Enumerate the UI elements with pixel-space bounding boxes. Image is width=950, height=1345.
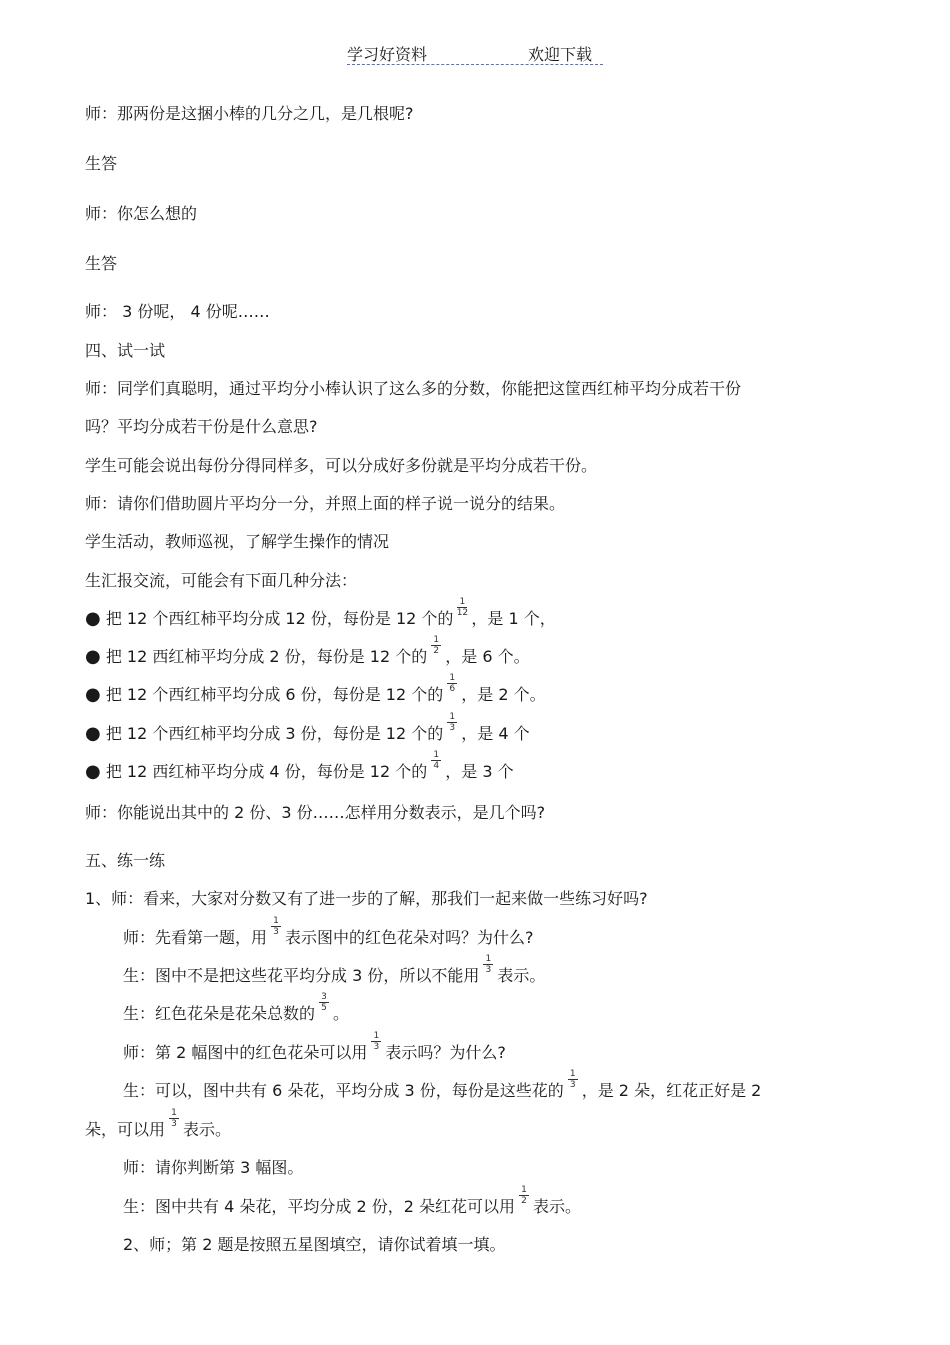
header-left-text: 学习好资料 [347,45,428,64]
bullet-icon: ● [85,684,101,705]
text-line: 1、师：看来，大家对分数又有了进一步的了解，那我们一起来做一些练习好吗? [85,889,648,908]
bullet-icon: ● [85,761,101,782]
text-line: 师：那两份是这捆小棒的几分之几，是几根呢? [85,104,414,123]
page-header [347,40,603,65]
text-line: 师：同学们真聪明，通过平均分小棒认识了这么多的分数，你能把这筐西红柿平均分成若干份 [85,379,742,398]
section-heading: 四、试一试 [85,341,166,360]
text-line: 2、师；第 2 题是按照五星图填空，请你试着填一填。 [123,1235,506,1254]
section-heading: 五、练一练 [85,851,166,870]
bullet-text: 把 12 个西红柿平均分成 3 份，每份是 12 个的 [105,724,444,743]
fraction: $\frac{1}{3}$ [269,927,283,949]
fraction: $\frac{1}{4}$ [429,761,443,783]
text-line: 师：请你们借助圆片平均分一分，并照上面的样子说一说分的结果。 [85,494,566,513]
text-line: 师： 3 份呢， 4 份呢…… [85,302,270,321]
fraction: $\frac{1}{12}$ [456,597,469,618]
bullet-text: ，是 6 个。 [445,647,530,666]
text-line: 生：红色花朵是花朵总数的 $\frac{3}{5}$ 。 [123,992,350,1023]
text-line: 朵，可以用 $\frac{1}{3}$ 表示。 [85,1108,232,1139]
bullet-text: ，是 4 个 [461,724,530,743]
bullet-text: 把 12 西红柿平均分成 4 份，每份是 12 个的 [105,762,428,781]
bullet-text: ，是 3 个 [445,762,514,781]
fraction: $\frac{1}{2}$ [429,646,443,668]
fraction: $\frac{3}{5}$ [317,1003,331,1025]
text-line: 学生可能会说出每份分得同样多，可以分成好多份就是平均分成若干份。 [85,456,598,475]
fraction: $\frac{1}{3}$ [445,723,459,745]
text-line: 师：你怎么想的 [85,204,198,223]
bullet-item [85,597,556,630]
fraction: $\frac{1}{6}$ [445,684,459,706]
text-line: 师：请你判断第 3 幅图。 [123,1158,304,1177]
bullet-item [85,635,530,668]
bullet-item [85,673,546,706]
text-line: 师：你能说出其中的 2 份、3 份……怎样用分数表示，是几个吗? [85,803,546,822]
bullet-icon: ● [85,723,101,744]
text-line: 师：第 2 幅图中的红色花朵可以用 $\frac{1}{3}$ 表示吗？为什么? [123,1031,506,1062]
text-line: 生：可以，图中共有 6 朵花，平均分成 3 份，每份是这些花的 $\frac{1}{3}$ ，是 2 朵，红花正好是 2 [123,1069,762,1100]
header-right-text: 欢迎下载 [528,45,593,64]
fraction: $\frac{1}{3}$ [566,1080,580,1102]
bullet-text: 把 12 个西红柿平均分成 12 份，每份是 12 个的 [105,609,454,628]
text-line: 学生活动，教师巡视，了解学生操作的情况 [85,532,390,551]
bullet-text: ，是 1 个， [471,609,556,628]
bullet-text: ，是 2 个。 [461,685,546,704]
text-line: 生汇报交流，可能会有下面几种分法： [85,571,358,590]
text-line: 师：先看第一题，用 $\frac{1}{3}$ 表示图中的红色花朵对吗？为什么? [123,916,534,947]
fraction: $\frac{1}{3}$ [481,965,495,987]
fraction: $\frac{1}{2}$ [517,1196,531,1218]
text-line: 吗？平均分成若干份是什么意思? [85,417,318,436]
text-line: 生答 [85,154,118,173]
bullet-text: 把 12 西红柿平均分成 2 份，每份是 12 个的 [105,647,428,666]
bullet-icon: ● [85,646,101,667]
bullet-item [85,750,514,783]
text-line: 生：图中不是把这些花平均分成 3 份，所以不能用 $\frac{1}{3}$ 表示。 [123,954,546,985]
text-line: 生答 [85,254,118,273]
bullet-icon: ● [85,608,101,629]
fraction: $\frac{1}{3}$ [369,1042,383,1064]
bullet-text: 把 12 个西红柿平均分成 6 份，每份是 12 个的 [105,685,444,704]
text-line: 生：图中共有 4 朵花，平均分成 2 份，2 朵红花可以用 $\frac{1}{2}$ 表示。 [123,1185,581,1216]
fraction: $\frac{1}{3}$ [167,1119,181,1141]
bullet-item [85,712,530,745]
